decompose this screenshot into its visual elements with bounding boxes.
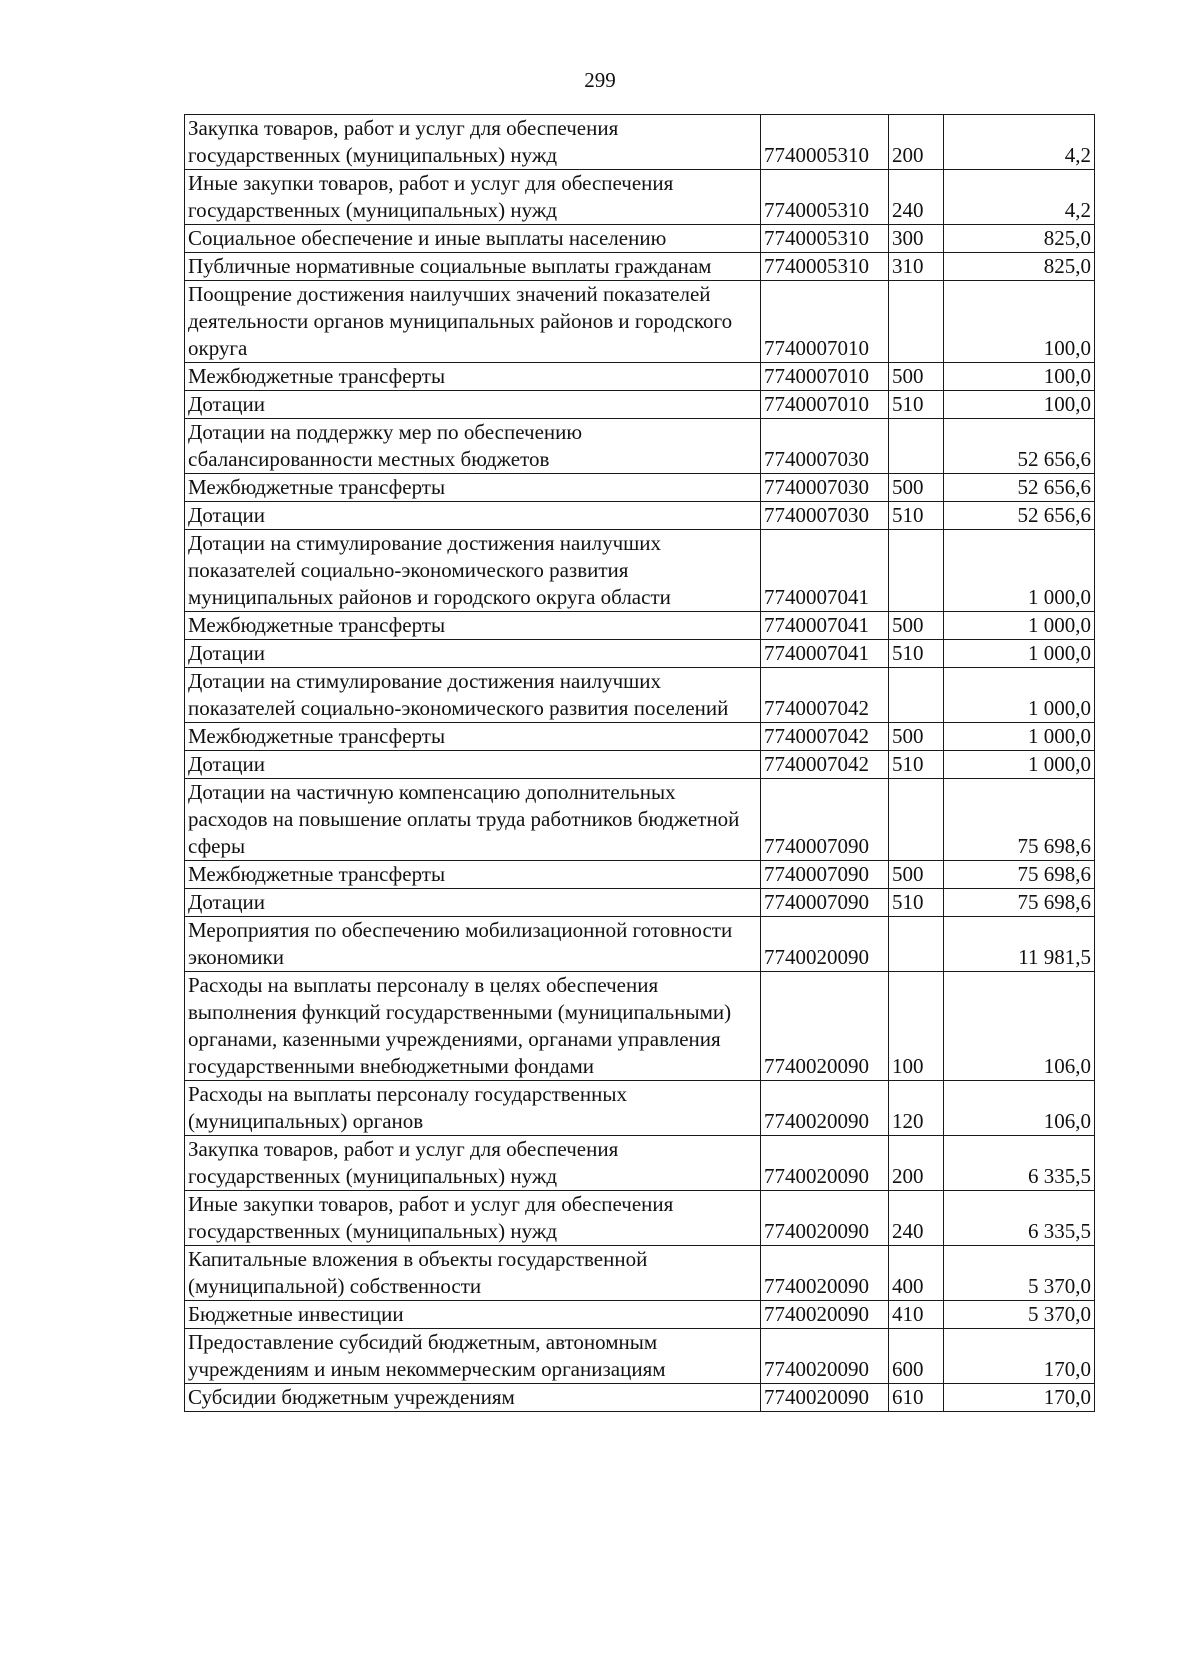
code-cell: 7740007090 <box>761 861 889 889</box>
name-cell: Межбюджетные трансферты <box>185 474 761 502</box>
code-cell: 7740020090 <box>761 917 889 972</box>
sum-cell: 4,2 <box>944 115 1095 170</box>
code-cell: 7740020090 <box>761 1246 889 1301</box>
name-cell: Межбюджетные трансферты <box>185 861 761 889</box>
budget-table-body <box>185 115 1095 1412</box>
name-cell: Межбюджетные трансферты <box>185 612 761 640</box>
sum-cell: 1 000,0 <box>944 640 1095 668</box>
table-row <box>185 253 1095 281</box>
sum-cell: 1 000,0 <box>944 751 1095 779</box>
table-row <box>185 363 1095 391</box>
name-cell: Расходы на выплаты персоналу в целях обеспечения выполнения функций государственными (муниципальными) органами, казенными учреждениями, органами управления государственными внебюджетными фондами <box>185 972 761 1081</box>
code-cell: 7740007042 <box>761 723 889 751</box>
table-row <box>185 419 1095 474</box>
name-cell: Капитальные вложения в объекты государственной (муниципальной) собственности <box>185 1246 761 1301</box>
type-cell: 310 <box>889 253 944 281</box>
code-cell: 7740007041 <box>761 530 889 612</box>
table-row <box>185 502 1095 530</box>
table-row <box>185 1136 1095 1191</box>
budget-table <box>184 114 1095 1412</box>
code-cell: 7740020090 <box>761 1136 889 1191</box>
type-cell: 510 <box>889 640 944 668</box>
sum-cell: 75 698,6 <box>944 889 1095 917</box>
name-cell: Публичные нормативные социальные выплаты гражданам <box>185 253 761 281</box>
type-cell: 510 <box>889 751 944 779</box>
sum-cell: 6 335,5 <box>944 1191 1095 1246</box>
code-cell: 7740007090 <box>761 779 889 861</box>
name-cell: Иные закупки товаров, работ и услуг для обеспечения государственных (муниципальных) нужд <box>185 1191 761 1246</box>
name-cell: Социальное обеспечение и иные выплаты населению <box>185 225 761 253</box>
name-cell: Межбюджетные трансферты <box>185 723 761 751</box>
code-cell: 7740007090 <box>761 889 889 917</box>
code-cell: 7740007041 <box>761 612 889 640</box>
name-cell: Субсидии бюджетным учреждениям <box>185 1384 761 1412</box>
code-cell: 7740020090 <box>761 1081 889 1136</box>
type-cell: 300 <box>889 225 944 253</box>
type-cell: 100 <box>889 972 944 1081</box>
type-cell: 410 <box>889 1301 944 1329</box>
type-cell: 240 <box>889 1191 944 1246</box>
sum-cell: 52 656,6 <box>944 474 1095 502</box>
name-cell: Дотации на поддержку мер по обеспечению сбалансированности местных бюджетов <box>185 419 761 474</box>
type-cell: 200 <box>889 1136 944 1191</box>
name-cell: Дотации <box>185 391 761 419</box>
table-row <box>185 170 1095 225</box>
sum-cell: 100,0 <box>944 391 1095 419</box>
code-cell: 7740007030 <box>761 474 889 502</box>
table-row <box>185 612 1095 640</box>
name-cell: Поощрение достижения наилучших значений показателей деятельности органов муниципальных районов и городского округа <box>185 281 761 363</box>
type-cell: 500 <box>889 363 944 391</box>
code-cell: 7740007010 <box>761 391 889 419</box>
name-cell: Дотации <box>185 889 761 917</box>
sum-cell: 75 698,6 <box>944 779 1095 861</box>
code-cell: 7740007042 <box>761 668 889 723</box>
name-cell: Закупка товаров, работ и услуг для обеспечения государственных (муниципальных) нужд <box>185 115 761 170</box>
table-row <box>185 474 1095 502</box>
table-row <box>185 861 1095 889</box>
type-cell: 610 <box>889 1384 944 1412</box>
code-cell: 7740005310 <box>761 225 889 253</box>
table-row <box>185 1301 1095 1329</box>
name-cell: Дотации <box>185 640 761 668</box>
name-cell: Расходы на выплаты персоналу государственных (муниципальных) органов <box>185 1081 761 1136</box>
type-cell: 510 <box>889 391 944 419</box>
sum-cell: 1 000,0 <box>944 723 1095 751</box>
table-row <box>185 640 1095 668</box>
code-cell: 7740007010 <box>761 363 889 391</box>
type-cell: 240 <box>889 170 944 225</box>
name-cell: Предоставление субсидий бюджетным, автономным учреждениям и иным некоммерческим организациям <box>185 1329 761 1384</box>
table-row <box>185 917 1095 972</box>
sum-cell: 100,0 <box>944 281 1095 363</box>
sum-cell: 170,0 <box>944 1329 1095 1384</box>
table-row <box>185 723 1095 751</box>
table-row <box>185 1246 1095 1301</box>
type-cell <box>889 779 944 861</box>
name-cell: Иные закупки товаров, работ и услуг для обеспечения государственных (муниципальных) нужд <box>185 170 761 225</box>
table-row <box>185 1191 1095 1246</box>
name-cell: Дотации на стимулирование достижения наилучших показателей социально-экономического развития поселений <box>185 668 761 723</box>
type-cell: 500 <box>889 723 944 751</box>
code-cell: 7740007010 <box>761 281 889 363</box>
type-cell: 500 <box>889 861 944 889</box>
code-cell: 7740007042 <box>761 751 889 779</box>
name-cell: Мероприятия по обеспечению мобилизационной готовности экономики <box>185 917 761 972</box>
type-cell <box>889 419 944 474</box>
type-cell: 500 <box>889 474 944 502</box>
table-row <box>185 1081 1095 1136</box>
type-cell: 400 <box>889 1246 944 1301</box>
sum-cell: 106,0 <box>944 1081 1095 1136</box>
code-cell: 7740005310 <box>761 170 889 225</box>
code-cell: 7740007030 <box>761 502 889 530</box>
sum-cell: 52 656,6 <box>944 419 1095 474</box>
sum-cell: 11 981,5 <box>944 917 1095 972</box>
type-cell: 200 <box>889 115 944 170</box>
type-cell <box>889 917 944 972</box>
sum-cell: 52 656,6 <box>944 502 1095 530</box>
type-cell: 500 <box>889 612 944 640</box>
code-cell: 7740005310 <box>761 115 889 170</box>
code-cell: 7740020090 <box>761 972 889 1081</box>
name-cell: Дотации <box>185 751 761 779</box>
sum-cell: 825,0 <box>944 225 1095 253</box>
name-cell: Дотации на стимулирование достижения наилучших показателей социально-экономического развития муниципальных районов и городского округа области <box>185 530 761 612</box>
code-cell: 7740005310 <box>761 253 889 281</box>
sum-cell: 1 000,0 <box>944 612 1095 640</box>
table-row <box>185 751 1095 779</box>
type-cell <box>889 530 944 612</box>
name-cell: Межбюджетные трансферты <box>185 363 761 391</box>
code-cell: 7740020090 <box>761 1384 889 1412</box>
table-row <box>185 1384 1095 1412</box>
sum-cell: 4,2 <box>944 170 1095 225</box>
type-cell: 600 <box>889 1329 944 1384</box>
code-cell: 7740007041 <box>761 640 889 668</box>
sum-cell: 6 335,5 <box>944 1136 1095 1191</box>
type-cell: 510 <box>889 502 944 530</box>
sum-cell: 5 370,0 <box>944 1246 1095 1301</box>
table-row <box>185 668 1095 723</box>
table-row <box>185 889 1095 917</box>
name-cell: Дотации <box>185 502 761 530</box>
sum-cell: 1 000,0 <box>944 530 1095 612</box>
table-row <box>185 530 1095 612</box>
table-row <box>185 779 1095 861</box>
type-cell: 120 <box>889 1081 944 1136</box>
code-cell: 7740007030 <box>761 419 889 474</box>
name-cell: Закупка товаров, работ и услуг для обеспечения государственных (муниципальных) нужд <box>185 1136 761 1191</box>
table-row <box>185 115 1095 170</box>
type-cell: 510 <box>889 889 944 917</box>
sum-cell: 5 370,0 <box>944 1301 1095 1329</box>
page-number: 299 <box>584 68 616 92</box>
code-cell: 7740020090 <box>761 1301 889 1329</box>
sum-cell: 170,0 <box>944 1384 1095 1412</box>
sum-cell: 75 698,6 <box>944 861 1095 889</box>
sum-cell: 825,0 <box>944 253 1095 281</box>
table-row <box>185 225 1095 253</box>
name-cell: Бюджетные инвестиции <box>185 1301 761 1329</box>
type-cell <box>889 668 944 723</box>
sum-cell: 106,0 <box>944 972 1095 1081</box>
sum-cell: 1 000,0 <box>944 668 1095 723</box>
table-row <box>185 281 1095 363</box>
table-row <box>185 391 1095 419</box>
name-cell: Дотации на частичную компенсацию дополнительных расходов на повышение оплаты труда работников бюджетной сферы <box>185 779 761 861</box>
code-cell: 7740020090 <box>761 1329 889 1384</box>
sum-cell: 100,0 <box>944 363 1095 391</box>
code-cell: 7740020090 <box>761 1191 889 1246</box>
table-row <box>185 972 1095 1081</box>
type-cell <box>889 281 944 363</box>
table-row <box>185 1329 1095 1384</box>
